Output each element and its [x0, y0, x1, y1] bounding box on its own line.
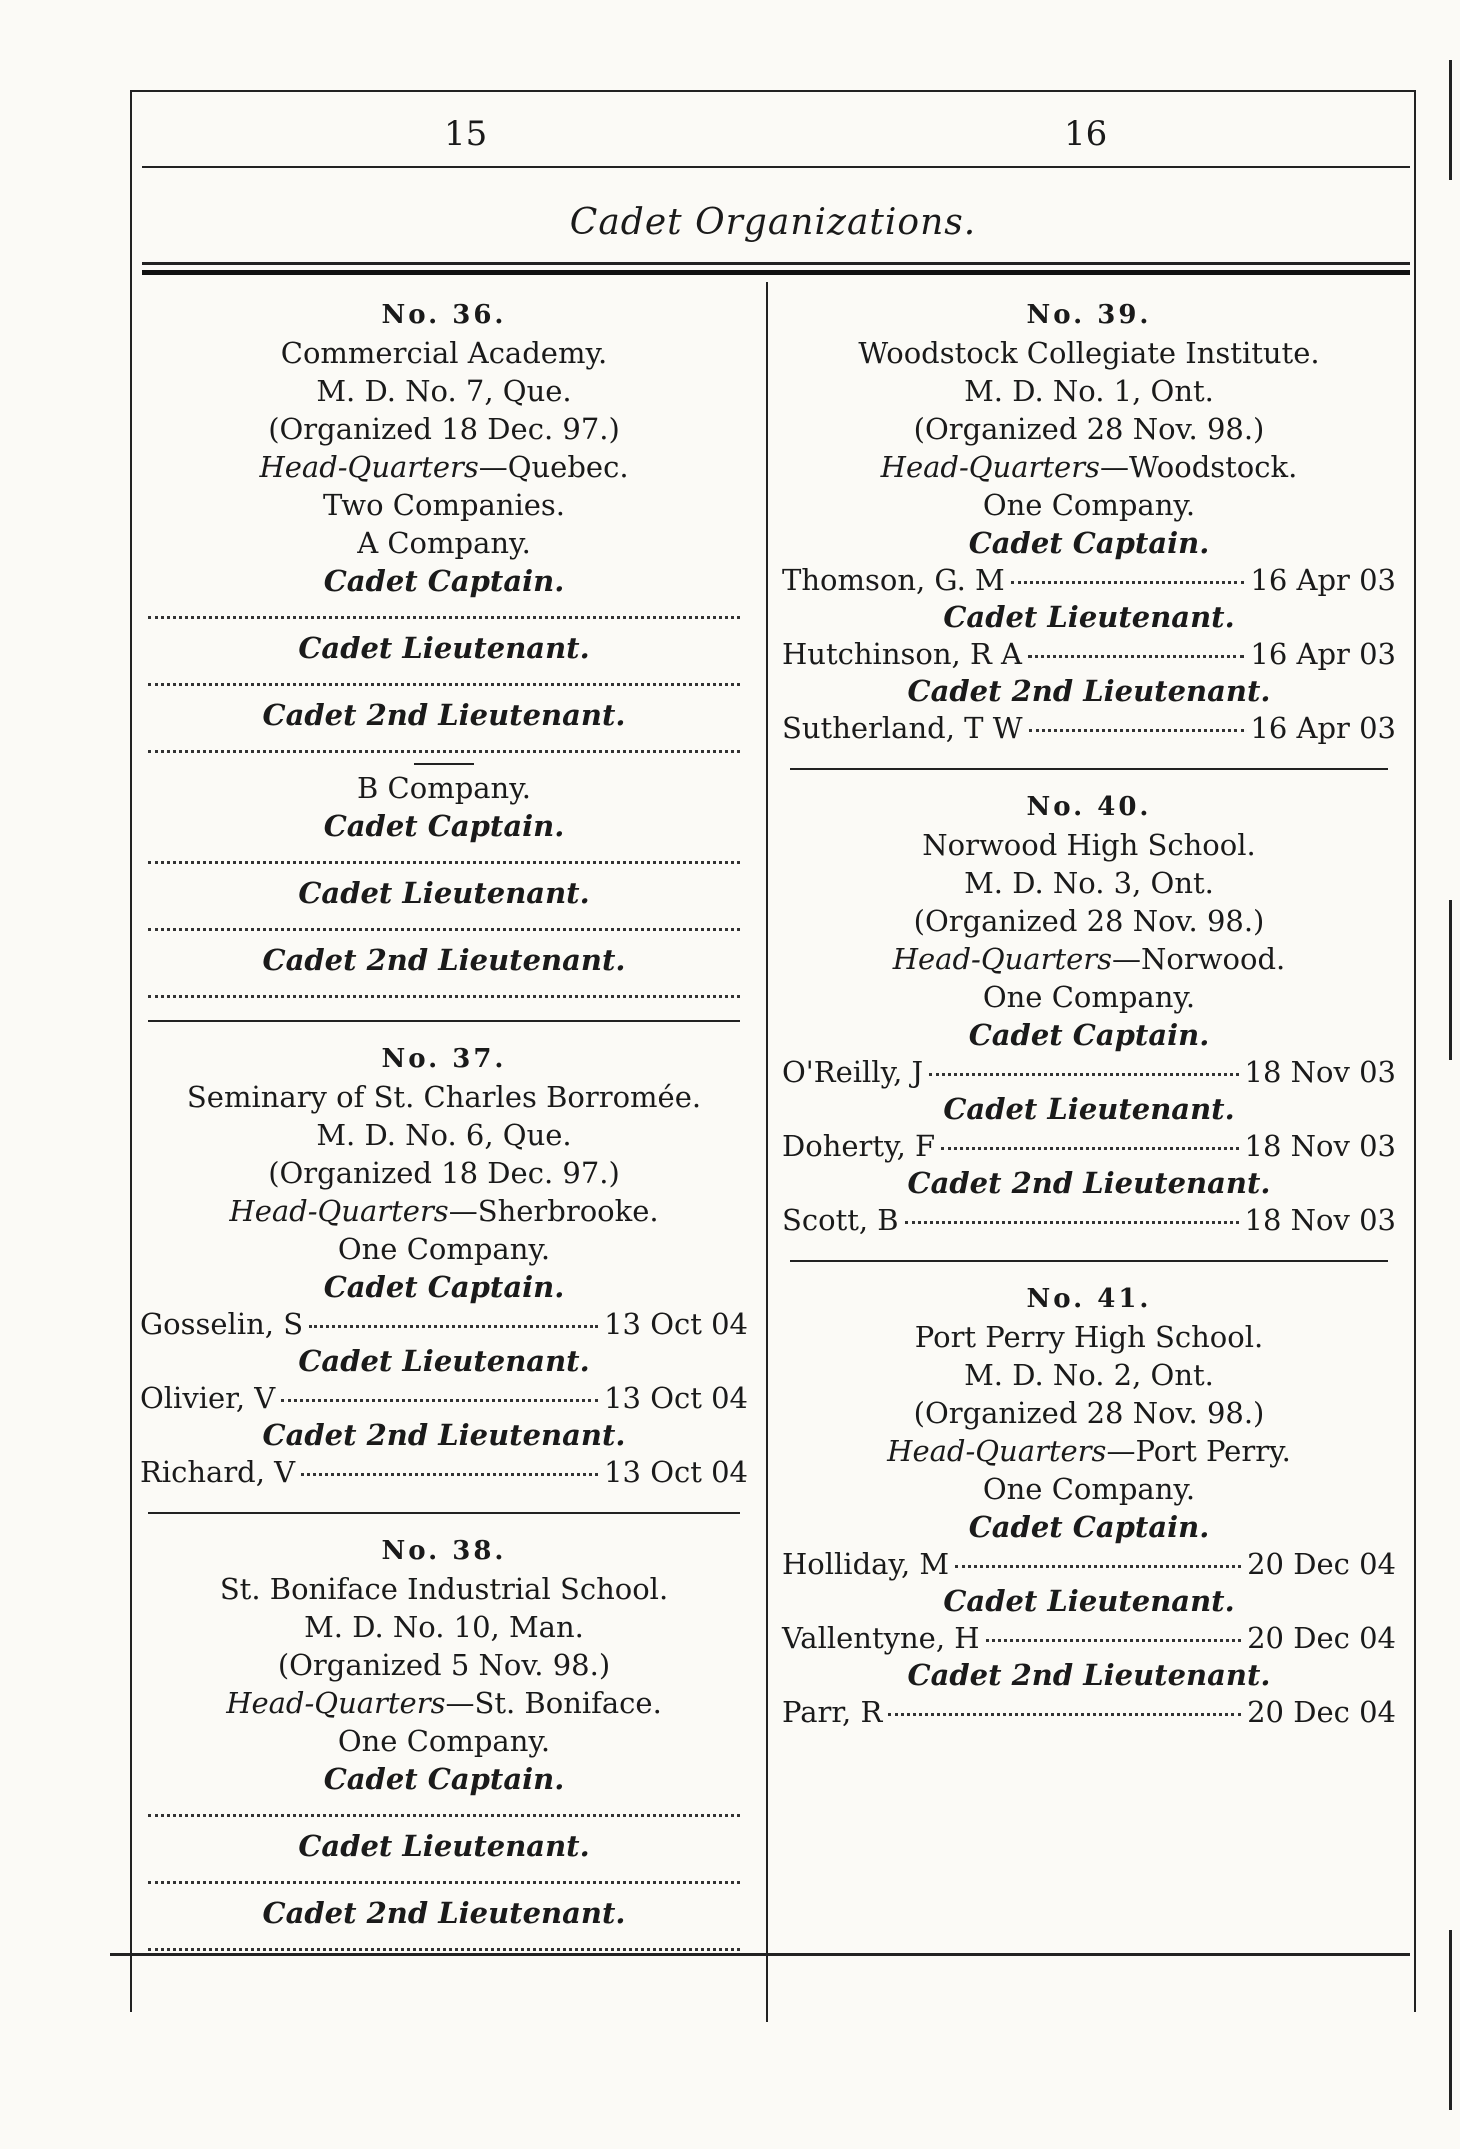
rank-captain: Cadet Captain. [968, 1018, 1210, 1052]
org-organized: (Organized 18 Dec. 97.) [268, 1156, 620, 1190]
section-separator [148, 1512, 740, 1514]
section-separator [148, 1020, 740, 1022]
dot-leader [1011, 581, 1245, 584]
dot-leader [888, 1713, 1241, 1716]
officer-name: Doherty, F [782, 1129, 936, 1163]
dot-leader [1029, 729, 1245, 732]
officer-entry [134, 1380, 754, 1416]
officer-entry [776, 1694, 1402, 1730]
rank-second-lieutenant: Cadet 2nd Lieutenant. [907, 674, 1271, 708]
document-page [130, 90, 1416, 2012]
dot-leader [929, 1073, 1238, 1076]
organization-37 [134, 1040, 754, 1490]
officer-entry [776, 1054, 1402, 1090]
rank-second-lieutenant: Cadet 2nd Lieutenant. [262, 1896, 626, 1930]
title-rule-thick [142, 270, 1410, 275]
officer-date: 18 Nov 03 [1244, 1129, 1396, 1163]
org-companies: Two Companies. [322, 488, 566, 522]
rank-second-lieutenant: Cadet 2nd Lieutenant. [907, 1658, 1271, 1692]
officer-entry [776, 1128, 1402, 1164]
org-companies: One Company. [982, 980, 1196, 1014]
org-number: No. 41. [1026, 1284, 1152, 1314]
org-number: No. 36. [381, 300, 507, 330]
org-headquarters [776, 1432, 1402, 1470]
org-name: Woodstock Collegiate Institute. [858, 336, 1320, 370]
hq-label: Head-Quarters [892, 942, 1113, 976]
officer-name: Holliday, M [782, 1547, 950, 1581]
short-rule [414, 763, 474, 765]
org-companies: One Company. [982, 488, 1196, 522]
column-divider [766, 282, 768, 2022]
dot-leader [301, 1473, 598, 1476]
org-district: M. D. No. 6, Que. [316, 1118, 572, 1152]
organization-38 [134, 1532, 754, 1951]
vacant-dotted-line [148, 600, 740, 619]
officer-name: O'Reilly, J [782, 1055, 924, 1089]
officer-entry [776, 1546, 1402, 1582]
org-companies: One Company. [337, 1724, 551, 1758]
dot-leader [905, 1221, 1239, 1224]
hq-place: —Quebec. [478, 450, 629, 484]
organization-36 [134, 296, 754, 998]
officer-name: Olivier, V [140, 1381, 276, 1415]
page-number-left: 15 [444, 114, 488, 154]
scan-edge-mark [1449, 900, 1452, 1060]
rank-captain: Cadet Captain. [968, 526, 1210, 560]
vacant-dotted-line [148, 1865, 740, 1884]
org-headquarters [134, 1192, 754, 1230]
org-headquarters [134, 1684, 754, 1722]
hq-place: —Woodstock. [1099, 450, 1298, 484]
right-column [776, 290, 1402, 1752]
page-title: Cadet Organizations. [569, 202, 977, 243]
title-rule-thin [142, 262, 1410, 265]
scan-edge-mark [1449, 60, 1452, 180]
officer-date: 16 Apr 03 [1250, 711, 1396, 745]
officer-entry [776, 1620, 1402, 1656]
dot-leader [1028, 655, 1244, 658]
officer-date: 13 Oct 04 [604, 1455, 748, 1489]
hq-label: Head-Quarters [880, 450, 1100, 484]
left-column [134, 290, 754, 1973]
org-companies: One Company. [337, 1232, 551, 1266]
vacant-dotted-line [148, 912, 740, 931]
org-number: No. 40. [1026, 792, 1152, 822]
officer-entry [776, 562, 1402, 598]
page-number-right: 16 [1064, 114, 1108, 154]
hq-place: —Sherbrooke. [448, 1194, 659, 1228]
rank-lieutenant: Cadet Lieutenant. [943, 1584, 1235, 1618]
vacant-dotted-line [148, 845, 740, 864]
dot-leader [986, 1639, 1242, 1642]
rank-lieutenant: Cadet Lieutenant. [943, 1092, 1235, 1126]
org-headquarters [776, 940, 1402, 978]
officer-name: Vallentyne, H [782, 1621, 980, 1655]
section-separator [790, 768, 1388, 770]
officer-name: Sutherland, T W [782, 711, 1023, 745]
org-district: M. D. No. 7, Que. [316, 374, 572, 408]
officer-entry [776, 636, 1402, 672]
officer-entry [776, 1202, 1402, 1238]
officer-name: Scott, B [782, 1203, 899, 1237]
org-headquarters [776, 448, 1402, 486]
officer-name: Richard, V [140, 1455, 296, 1489]
vacant-dotted-line [148, 734, 740, 753]
org-name: Port Perry High School. [914, 1320, 1264, 1354]
org-name: St. Boniface Industrial School. [219, 1572, 669, 1606]
scan-edge-mark [1449, 1930, 1452, 2110]
org-organized: (Organized 18 Dec. 97.) [268, 412, 620, 446]
officer-entry [134, 1306, 754, 1342]
rank-lieutenant: Cadet Lieutenant. [943, 600, 1235, 634]
rank-second-lieutenant: Cadet 2nd Lieutenant. [262, 943, 626, 977]
officer-name: Thomson, G. M [782, 563, 1005, 597]
bottom-rule [110, 1953, 1410, 1956]
org-headquarters [134, 448, 754, 486]
rank-lieutenant: Cadet Lieutenant. [298, 876, 590, 910]
rank-lieutenant: Cadet Lieutenant. [298, 1829, 590, 1863]
vacant-dotted-line [148, 1798, 740, 1817]
officer-date: 18 Nov 03 [1244, 1055, 1396, 1089]
rank-lieutenant: Cadet Lieutenant. [298, 631, 590, 665]
officer-date: 20 Dec 04 [1247, 1547, 1396, 1581]
org-organized: (Organized 28 Nov. 98.) [913, 904, 1265, 938]
organization-40 [776, 788, 1402, 1238]
dot-leader [955, 1565, 1241, 1568]
officer-date: 16 Apr 03 [1250, 563, 1396, 597]
organization-41 [776, 1280, 1402, 1730]
header-rule [142, 166, 1410, 168]
rank-captain: Cadet Captain. [323, 809, 565, 843]
hq-place: —Port Perry. [1106, 1434, 1291, 1468]
org-district: M. D. No. 3, Ont. [964, 866, 1214, 900]
org-name: Commercial Academy. [280, 336, 608, 370]
dot-leader [309, 1325, 598, 1328]
officer-date: 20 Dec 04 [1247, 1695, 1396, 1729]
officer-entry [776, 710, 1402, 746]
org-number: No. 37. [381, 1044, 507, 1074]
hq-place: —St. Boniface. [445, 1686, 662, 1720]
officer-name: Parr, R [782, 1695, 883, 1729]
hq-label: Head-Quarters [259, 450, 479, 484]
org-number: No. 38. [381, 1536, 507, 1566]
officer-date: 16 Apr 03 [1250, 637, 1396, 671]
dot-leader [941, 1147, 1238, 1150]
rank-captain: Cadet Captain. [968, 1510, 1210, 1544]
org-organized: (Organized 28 Nov. 98.) [913, 1396, 1265, 1430]
vacant-dotted-line [148, 979, 740, 998]
org-number: No. 39. [1026, 300, 1152, 330]
officer-date: 18 Nov 03 [1244, 1203, 1396, 1237]
org-name: Seminary of St. Charles Borromée. [186, 1080, 702, 1114]
dot-leader [281, 1399, 598, 1402]
hq-label: Head-Quarters [887, 1434, 1107, 1468]
org-name: Norwood High School. [922, 828, 1256, 862]
org-organized: (Organized 28 Nov. 98.) [913, 412, 1265, 446]
rank-captain: Cadet Captain. [323, 1270, 565, 1304]
rank-captain: Cadet Captain. [323, 1762, 565, 1796]
officer-date: 13 Oct 04 [604, 1307, 748, 1341]
org-district: M. D. No. 2, Ont. [964, 1358, 1214, 1392]
rank-lieutenant: Cadet Lieutenant. [298, 1344, 590, 1378]
org-district: M. D. No. 10, Man. [304, 1610, 584, 1644]
org-district: M. D. No. 1, Ont. [964, 374, 1214, 408]
vacant-dotted-line [148, 1932, 740, 1951]
section-separator [790, 1260, 1388, 1262]
rank-second-lieutenant: Cadet 2nd Lieutenant. [262, 698, 626, 732]
rank-second-lieutenant: Cadet 2nd Lieutenant. [907, 1166, 1271, 1200]
company-b-heading: B Company. [357, 771, 531, 805]
vacant-dotted-line [148, 667, 740, 686]
officer-name: Gosselin, S [140, 1307, 304, 1341]
rank-second-lieutenant: Cadet 2nd Lieutenant. [262, 1418, 626, 1452]
hq-label: Head-Quarters [226, 1686, 446, 1720]
org-companies: One Company. [982, 1472, 1196, 1506]
officer-date: 13 Oct 04 [604, 1381, 748, 1415]
hq-place: —Norwood. [1112, 942, 1286, 976]
org-organized: (Organized 5 Nov. 98.) [277, 1648, 611, 1682]
company-a-heading: A Company. [357, 526, 531, 560]
hq-label: Head-Quarters [229, 1194, 449, 1228]
rank-captain: Cadet Captain. [323, 564, 565, 598]
organization-39 [776, 296, 1402, 746]
officer-date: 20 Dec 04 [1247, 1621, 1396, 1655]
officer-name: Hutchinson, R A [782, 637, 1022, 671]
officer-entry [134, 1454, 754, 1490]
